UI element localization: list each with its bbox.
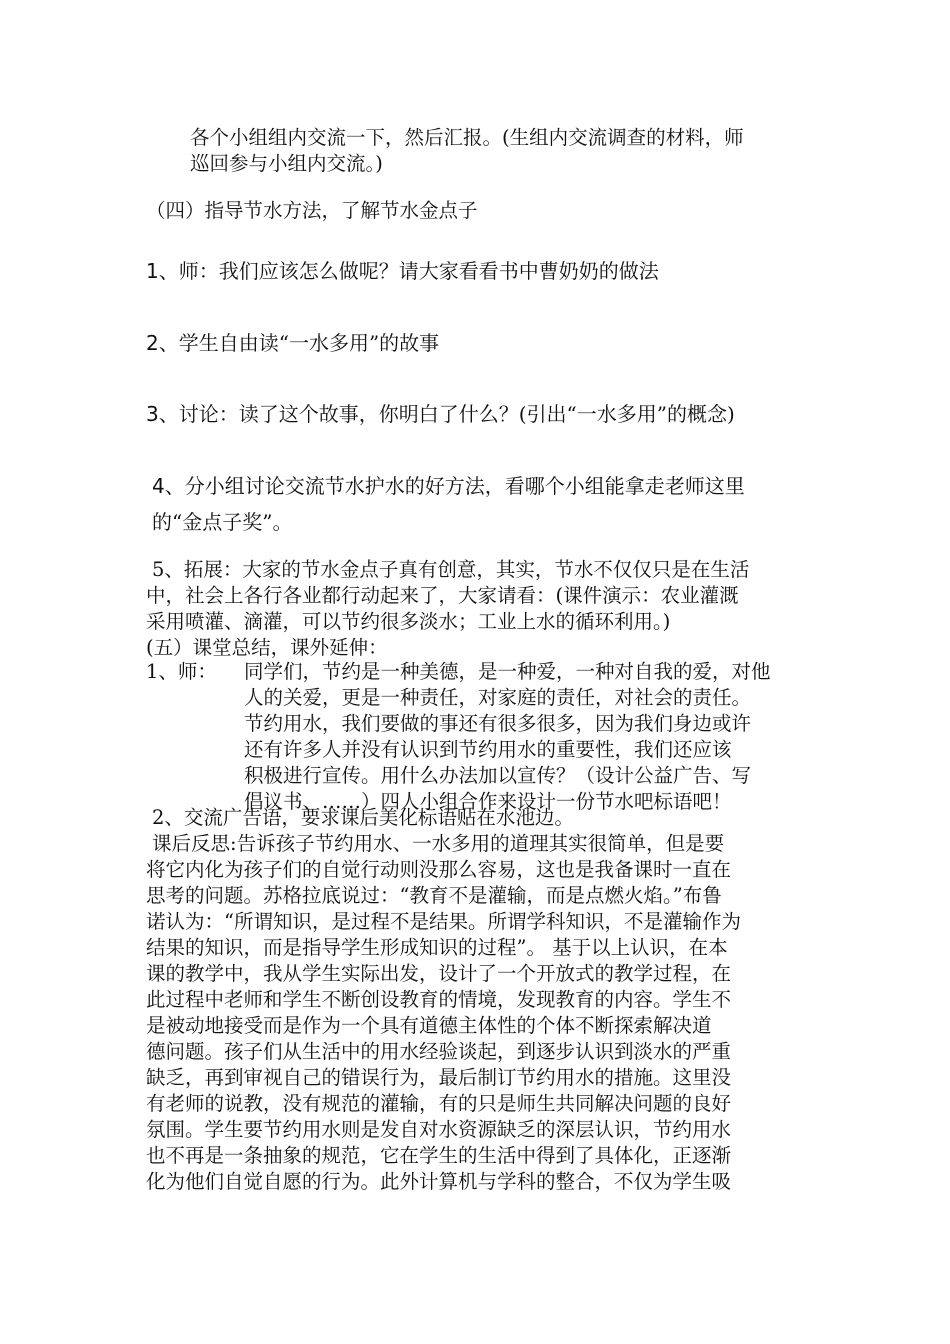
paragraph-line: 节约用水，我们要做的事还有很多很多，因为我们身边或许 (244, 712, 752, 735)
paragraph-line: 还有许多人并没有认识到节约用水的重要性，我们还应该 (244, 738, 732, 761)
paragraph-line: 各个小组组内交流一下，然后汇报。(生组内交流调查的材料，师 (190, 126, 744, 149)
list-number: 3 (146, 402, 159, 426)
paragraph-line: 化为他们自觉自愿的行为。此外计算机与学科的整合，不仅为学生吸 (146, 1170, 732, 1193)
paragraph-line: 也不再是一条抽象的规范，它在学生的生活中得到了具体化，正逐渐 (146, 1144, 732, 1167)
paragraph-line: 此过程中老师和学生不断创设教育的情境，发现教育的内容。学生不 (146, 988, 732, 1011)
list-item-1 (146, 257, 659, 285)
paragraph-line: 思考的问题。苏格拉底说过：“教育不是灌输，而是点燃火焰。”布鲁 (146, 884, 722, 907)
paragraph-line: 是被动地接受而是作为一个具有道德主体性的个体不断探索解决道 (146, 1014, 712, 1037)
paragraph-line: 5、拓展：大家的节水金点子真有创意，其实，节水不仅仅只是在生活 (152, 558, 750, 581)
paragraph-line: 诺认为：“所谓知识，是过程不是结果。所谓学科知识，不是灌输作为 (146, 910, 741, 933)
paragraph-line: 同学们，节约是一种美德，是一种爱，一种对自我的爱，对他 (244, 660, 771, 683)
paragraph-line: 人的关爱，更是一种责任，对家庭的责任，对社会的责任。 (244, 686, 752, 709)
teacher-label: 1、师： (146, 660, 217, 683)
list-item-text: 、分小组讨论交流节水护水的好方法，看哪个小组能拿走老师这里 (164, 474, 745, 498)
list-item-4 (152, 472, 745, 500)
list-number: 2 (146, 331, 159, 355)
list-item-text: 、师：我们应该怎么做呢？请大家看看书中曹奶奶的做法 (158, 259, 659, 283)
paragraph-line: 课后反思:告诉孩子节约用水、一水多用的道理其实很简单，但是要 (152, 832, 725, 855)
list-item-text: 、讨论：读了这个故事，你明白了什么？(引出“一水多用”的概念) (158, 402, 735, 426)
list-number: 4 (152, 474, 165, 498)
paragraph-line: 课的教学中，我从学生实际出发，设计了一个开放式的教学过程，在 (146, 962, 732, 985)
list-item-2 (146, 329, 439, 357)
paragraph-line: 采用喷灌、滴灌，可以节约很多淡水；工业上水的循环利用。) (146, 610, 671, 633)
paragraph-line: 积极进行宣传。用什么办法加以宣传？（设计公益广告、写 (244, 764, 752, 787)
paragraph-line: 巡回参与小组内交流。) (190, 152, 383, 175)
paragraph-line: 结果的知识，而是指导学生形成知识的过程”。 基于以上认识，在本 (146, 936, 728, 959)
list-item-text: 、学生自由读“一水多用”的故事 (158, 331, 440, 355)
list-item-4-continued: 的“金点子奖”。 (152, 510, 293, 534)
paragraph-line: 缺乏，再到审视自己的错误行为，最后制订节约用水的措施。这里没 (146, 1066, 732, 1089)
paragraph-line: 有老师的说教，没有规范的灌输，有的只是师生共同解决问题的良好 (146, 1092, 732, 1115)
paragraph-line: 氛围。学生要节约用水则是发自对水资源缺乏的深层认识，节约用水 (146, 1118, 732, 1141)
paragraph-line: 将它内化为孩子们的自觉行动则没那么容易，这也是我备课时一直在 (146, 858, 732, 881)
paragraph-line: 中，社会上各行各业都行动起来了，大家请看：(课件演示：农业灌溉 (146, 584, 739, 607)
section-heading-5: (五）课堂总结，课外延伸： (146, 636, 388, 659)
list-number: 1 (146, 259, 159, 283)
paragraph-line: 德问题。孩子们从生活中的用水经验谈起，到逐步认识到淡水的严重 (146, 1040, 732, 1063)
section-heading-4: （四）指导节水方法，了解节水金点子 (146, 199, 478, 222)
list-item-3 (146, 400, 735, 428)
paragraph-line: 倡议书、……）四人小组合作来设计一份节水吧标语吧！ (244, 790, 732, 813)
list-item-ad: 2、交流广告语，要求课后美化标语贴在水池边。 (152, 806, 574, 829)
